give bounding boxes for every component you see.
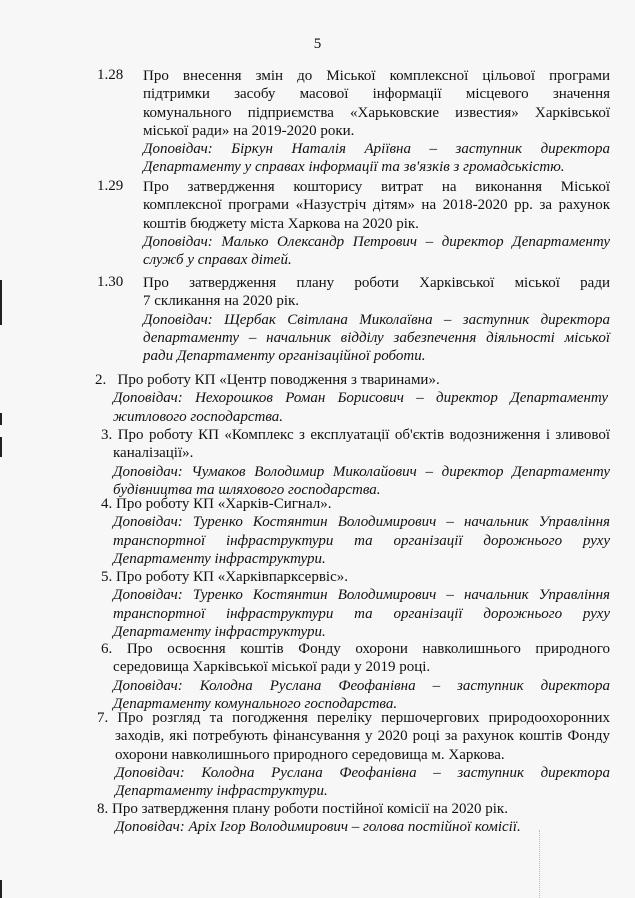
title-line (97, 709, 610, 727)
speaker-line: Департаменту інфраструктури. (113, 623, 326, 640)
speaker-line: житлового господарства. (113, 408, 283, 425)
scan-edge-mark (0, 280, 2, 325)
title-line: Про затвердження плану роботи Харківської міської ради (143, 275, 610, 291)
item-number: 3. (101, 427, 113, 443)
speaker-line: департаменту – начальник відділу забезпечення діяльності міської (143, 329, 610, 346)
title-line (101, 495, 610, 513)
title-line: міської ради» на 2019-2020 роки. (143, 122, 355, 139)
agenda-item-6 (101, 640, 610, 713)
speaker-line: транспортної інфраструктури та організації дорожнього руху (113, 605, 610, 622)
title-line: каналізації». (113, 445, 194, 462)
agenda-item-8 (97, 800, 610, 837)
scan-edge-mark (0, 437, 2, 457)
speaker-line: служб у справах дітей. (143, 252, 292, 269)
scan-edge-mark (0, 880, 2, 898)
speaker-line: Департаменту інфраструктури. (115, 783, 328, 800)
title-line: середовища Харківської міської ради у 2019 році. (113, 659, 431, 676)
page-number: 5 (313, 36, 322, 52)
scan-edge-mark (0, 413, 2, 425)
scan-dotted-line (539, 830, 540, 898)
speaker-line: Доповідач: Туренко Костянтин Володимирович – начальник Управління (113, 587, 610, 604)
title-text: Про роботу КП «Центр поводження з тваринами». (117, 372, 440, 388)
agenda-item-5 (101, 568, 610, 641)
title-line: Про внесення змін до Міської комплексної цільової програми (143, 68, 610, 84)
item-number: 4. (101, 496, 113, 512)
speaker-line: Департаменту у справах інформації та зв'язків з громадськістю. (143, 159, 565, 176)
agenda-item-3 (101, 426, 610, 499)
title-text: Про розгляд та погодження переліку першочергових природоохоронних (117, 710, 611, 726)
title-text: Про освоєння коштів Фонду охорони навколишнього природного (126, 641, 610, 657)
speaker-line: ради Департаменту організаційної роботи. (143, 348, 426, 365)
speaker-line: Доповідач: Щербак Світлана Миколаївна – заступник директора (143, 311, 610, 328)
speaker-line: Доповідач: Малько Олександр Петрович – директор Департаменту (143, 233, 610, 250)
item-number: 1.28 (97, 67, 124, 83)
item-number: 5. (101, 569, 113, 585)
agenda-subitem-1-28 (97, 67, 610, 177)
title-text: Про роботу КП «Харків-Сигнал». (116, 496, 332, 512)
speaker-line: Доповідач: Біркун Наталія Аріївна – заступник директора (143, 141, 610, 158)
agenda-item-7 (97, 709, 610, 800)
title-text: Про роботу КП «Харківпарксервіс». (116, 569, 348, 585)
speaker-line: Доповідач: Нехорошков Роман Борисович – директор Департаменту (113, 390, 608, 407)
item-number: 7. (97, 710, 109, 726)
title-text: Про затвердження плану роботи постійної комісії на 2020 рік. (112, 801, 508, 817)
title-line: підтримки засобу масової інформації місцевого значення (143, 86, 610, 103)
item-number: 1.29 (97, 178, 124, 194)
title-line (101, 568, 610, 586)
agenda-item-4 (101, 495, 610, 568)
item-number: 2. (95, 372, 107, 388)
item-number: 8. (97, 801, 109, 817)
agenda-subitem-1-29 (97, 178, 610, 269)
title-line: охорони навколишнього природного середовища м. Харкова. (115, 746, 505, 763)
speaker-line: Доповідач: Чумаков Володимир Миколайович – директор Департаменту (113, 463, 610, 480)
speaker-line: Доповідач: Колодна Руслана Феофанівна – заступник директора (113, 677, 610, 694)
agenda-subitem-1-30 (97, 274, 610, 365)
title-line: Про затвердження кошторису витрат на виконання Міської (143, 179, 610, 195)
speaker-line: транспортної інфраструктури та організації дорожнього руху (113, 532, 610, 549)
speaker-line: Доповідач: Аріх Ігор Володимирович – голова постійної комісії. (115, 819, 521, 836)
speaker-line: Доповідач: Туренко Костянтин Володимирович – начальник Управління (113, 514, 610, 531)
title-line (95, 371, 608, 389)
item-number: 1.30 (97, 274, 124, 290)
speaker-line: Департаменту комунального господарства. (113, 695, 398, 712)
speaker-line: Доповідач: Колодна Руслана Феофанівна – заступник директора (115, 764, 610, 781)
item-number: 6. (101, 641, 113, 657)
title-line: комунального підприємства «Харьковские известия» Харківської (143, 104, 610, 121)
speaker-line: Департаменту інфраструктури. (113, 550, 326, 567)
agenda-item-2 (95, 371, 608, 426)
title-line (97, 800, 610, 818)
title-line (101, 426, 610, 444)
title-line: комплексної програми «Назустріч дітям» на 2018-2020 рр. за рахунок (143, 197, 610, 214)
speaker-line: будівництва та шляхового господарства. (113, 481, 381, 498)
title-line (101, 640, 610, 658)
title-text: Про роботу КП «Комплекс з експлуатації об'єктів водозниження і зливової (117, 427, 611, 443)
title-line: 7 скликання на 2020 рік. (143, 293, 300, 310)
title-line: заходів, які потребують фінансування у 2020 році за рахунок коштів Фонду (115, 728, 610, 745)
title-line: коштів бюджету міста Харкова на 2020 рік. (143, 215, 419, 232)
